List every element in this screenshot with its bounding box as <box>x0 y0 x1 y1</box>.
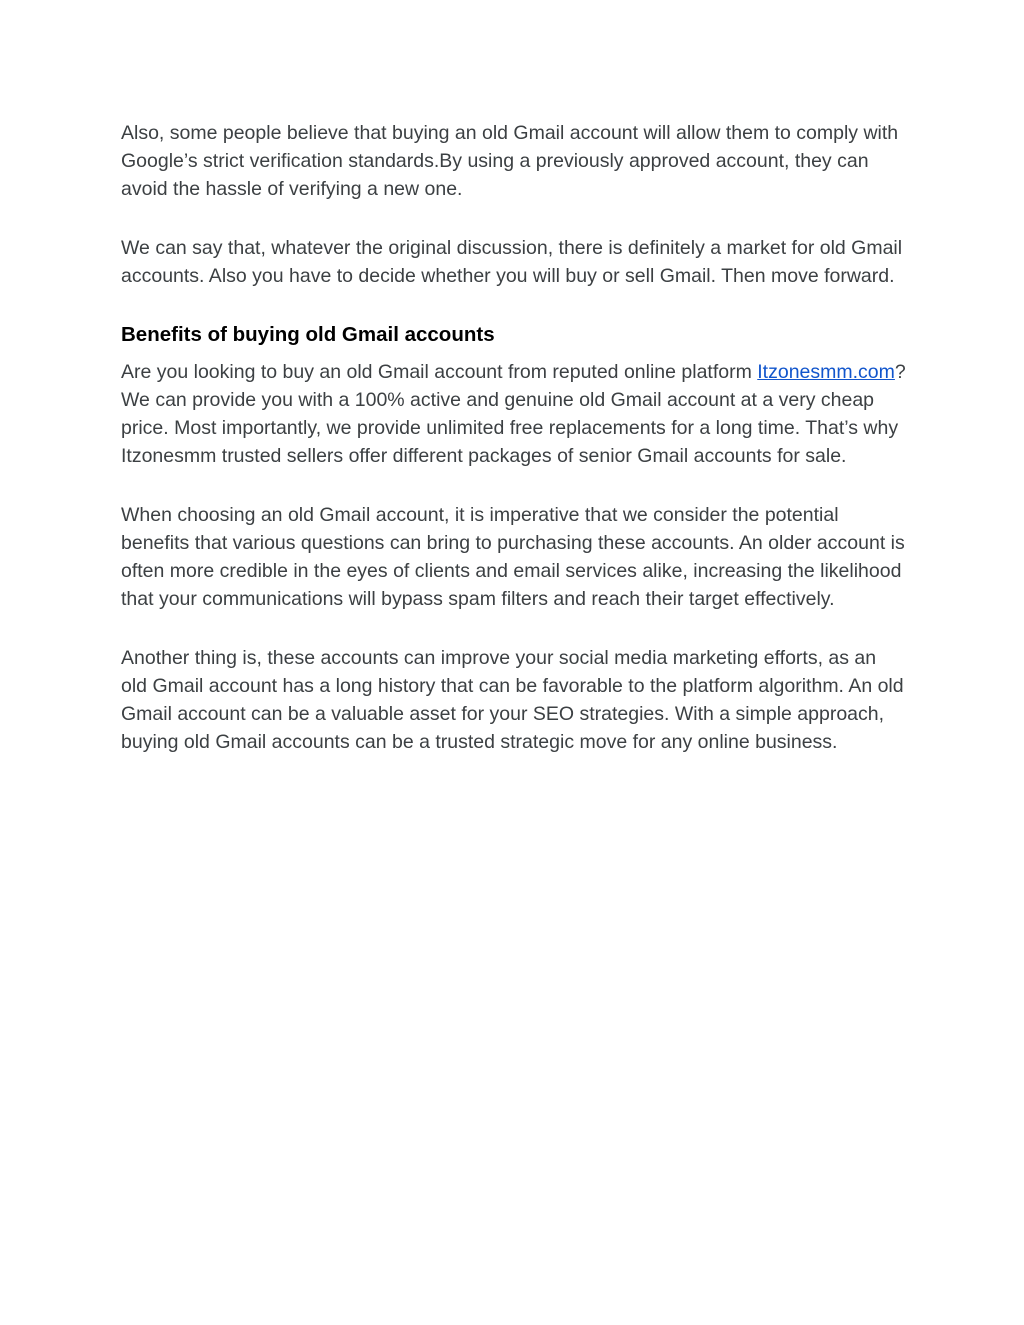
paragraph-market: We can say that, whatever the original discussion, there is definitely a market for old Gmail accounts. Also you have to decide whether you will buy or sell Gmail. Then move forward. <box>121 237 903 287</box>
document-page <box>121 119 907 787</box>
paragraph-choosing: When choosing an old Gmail account, it is imperative that we consider the potential benefits that various questions can bring to purchasing these accounts. An older account is often more credible in the eyes of clients and email services alike, increasing the likelihood that your communications will bypass spam filters and reach their target effectively. <box>121 504 905 610</box>
paragraph-platform-intro: Are you looking to buy an old Gmail account from reputed online platform <box>121 361 758 383</box>
section-heading: Benefits of buying old Gmail accounts <box>121 323 495 346</box>
paragraph-verification: Also, some people believe that buying an old Gmail account will allow them to comply with Google’s strict verification standards.By using a previously approved account, they can avoid the hassle of verifying a new one. <box>121 122 899 200</box>
paragraph-platform-rest: ? We can provide you with a 100% active and genuine old Gmail account at a very cheap price. Most importantly, we provide unlimited free replacements for a long time. That’s why Itzonesmm trusted sellers offer different packages of senior Gmail accounts for sale. <box>121 361 906 467</box>
itzonesmm-link[interactable]: Itzonesmm.com <box>757 361 895 383</box>
paragraph-social-media: Another thing is, these accounts can improve your social media marketing efforts, as an old Gmail account has a long history that can be favorable to the platform algorithm. An old Gmail account can be a valuable asset for your SEO strategies. With a simple approach, buying old Gmail accounts can be a trusted strategic move for any online business. <box>121 647 904 753</box>
paragraph-platform <box>121 358 907 470</box>
